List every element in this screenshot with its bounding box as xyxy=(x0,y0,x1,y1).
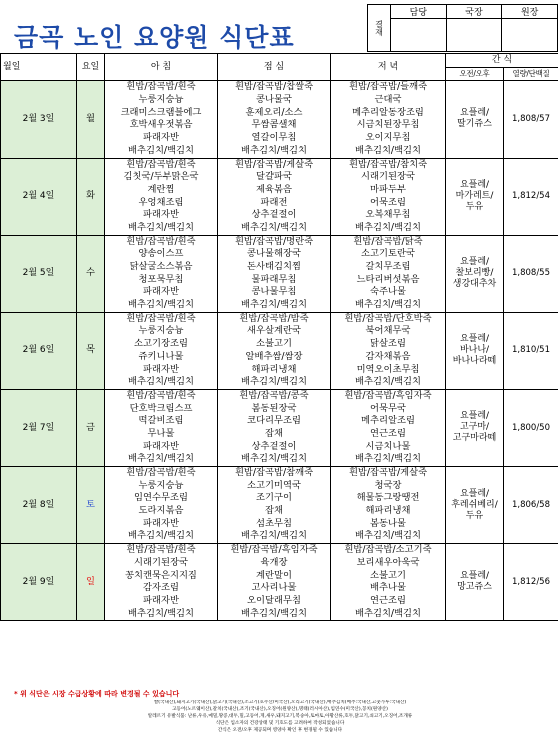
lunch-item: 봄동된장국 xyxy=(251,402,297,414)
breakfast-item: 꽁치캔묵은지지짐 xyxy=(125,569,197,581)
footer-line: 간식은 오전/오후 제공되며 영양사 확인 후 변경될 수 있습니다 xyxy=(217,727,343,733)
approval-director-signature[interactable] xyxy=(446,19,502,52)
footer-line: 식단은 입소자의 건강상태 및 기호도를 고려하여 작성되었습니다 xyxy=(215,720,345,726)
day-row xyxy=(1,467,558,544)
footer-line: 쌀(국내산),돼지고기(국내산),닭고기(국내산),소고기(호주산/미국산),오리고기(국내산),배추김치(배추:국내산,고춧가루:국내산) xyxy=(153,700,407,705)
breakfast-item: 쥬키니나물 xyxy=(138,350,184,362)
lunch-item: 열갈이무침 xyxy=(251,132,297,144)
lunch-item: 육개장 xyxy=(260,556,288,568)
breakfast-cell xyxy=(105,467,218,544)
kcal-header: 열량/단백질 xyxy=(504,67,558,81)
lunch-item: 소불고기 xyxy=(256,338,292,350)
origin-footer xyxy=(2,700,558,735)
approval-box xyxy=(367,4,558,52)
date-cell: 2월 5일 xyxy=(1,235,77,312)
dinner-item: 흰밥/잡곡밥/참치죽 xyxy=(348,158,428,170)
lunch-item: 훈제오리/소스 xyxy=(245,106,303,118)
dinner-cell xyxy=(331,544,446,621)
breakfast-item: 파래자반 xyxy=(143,132,179,144)
lunch-item: 파래전 xyxy=(260,196,288,208)
lunch-cell xyxy=(218,544,331,621)
dinner-item: 오이지무침 xyxy=(365,132,411,144)
day-row xyxy=(1,544,558,621)
lunch-item: 흰밥/잡곡밥/명란죽 xyxy=(234,235,314,247)
lunch-item: 잡채 xyxy=(265,427,283,439)
lunch-item: 흰밥/잡곡밥/참깨죽 xyxy=(234,467,314,479)
dinner-item: 흰밥/잡곡밥/흑임자죽 xyxy=(344,389,432,401)
breakfast-item: 소고기장조림 xyxy=(134,338,188,350)
breakfast-item: 배추김치/백김치 xyxy=(128,530,194,542)
breakfast-cell xyxy=(105,389,218,466)
breakfast-item: 배추김치/백김치 xyxy=(128,607,194,619)
date-cell: 2월 3일 xyxy=(1,81,77,158)
breakfast-item: 누룽지숭늉 xyxy=(138,479,184,491)
snack-cell: 요플레/ 찰보리빵/ 생강대추차 xyxy=(446,235,504,312)
dinner-item: 소불고기 xyxy=(370,569,406,581)
dinner-item: 숙주나물 xyxy=(370,286,406,298)
lunch-item: 배추김치/백김치 xyxy=(241,530,307,542)
dinner-cell xyxy=(331,81,446,158)
snack-cell: 요플레/ 후레쉬베리/ 두유 xyxy=(446,467,504,544)
lunch-item: 배추김치/백김치 xyxy=(241,607,307,619)
day-cell: 일 xyxy=(77,544,105,621)
lunch-item: 고사리나물 xyxy=(251,582,297,594)
snack-cell: 요플레/ 딸기쥬스 xyxy=(446,81,504,158)
dinner-cell xyxy=(331,158,446,235)
dinner-item: 흰밥/잡곡밥/소고기죽 xyxy=(344,544,432,556)
kcal-cell: 1,808/57 xyxy=(504,81,558,158)
lunch-item: 소고기미역국 xyxy=(247,479,301,491)
lunch-item: 흰밥/잡곡밥/밤죽 xyxy=(239,312,309,324)
dinner-cell xyxy=(331,389,446,466)
lunch-item: 배추김치/백김치 xyxy=(241,221,307,233)
breakfast-item: 임연수무조림 xyxy=(134,492,188,504)
dinner-item: 배추김치/백김치 xyxy=(355,453,421,465)
lunch-header: 점 심 xyxy=(218,54,331,81)
dinner-item: 청국장 xyxy=(374,479,402,491)
day-row xyxy=(1,158,558,235)
dinner-item: 배추김치/백김치 xyxy=(355,376,421,388)
dinner-item: 오복채무침 xyxy=(365,209,411,221)
dinner-item: 봄동나물 xyxy=(370,517,406,529)
menu-table xyxy=(0,53,558,621)
dinner-item: 근대국 xyxy=(374,94,402,106)
breakfast-item: 흰밥/잡곡밥/흰죽 xyxy=(126,158,196,170)
dinner-item: 시금치나물 xyxy=(365,440,411,452)
breakfast-item: 배추김치/백김치 xyxy=(128,453,194,465)
lunch-cell xyxy=(218,81,331,158)
kcal-cell: 1,800/50 xyxy=(504,389,558,466)
dinner-item: 어묵무국 xyxy=(370,402,406,414)
kcal-cell: 1,812/54 xyxy=(504,158,558,235)
approval-head-signature[interactable] xyxy=(502,19,558,52)
dinner-item: 소고기토란국 xyxy=(361,248,415,260)
date-cell: 2월 4일 xyxy=(1,158,77,235)
lunch-cell xyxy=(218,389,331,466)
dinner-item: 닭살조림 xyxy=(370,338,406,350)
dinner-item: 해파리냉채 xyxy=(365,505,411,517)
dinner-cell xyxy=(331,235,446,312)
day-cell: 토 xyxy=(77,467,105,544)
menu-body xyxy=(1,81,558,621)
lunch-item: 배추김치/백김치 xyxy=(241,299,307,311)
lunch-item: 흰밥/잡곡밥/찹쌀죽 xyxy=(234,81,314,93)
lunch-item: 달걀파국 xyxy=(256,171,292,183)
dinner-item: 배추김치/백김치 xyxy=(355,299,421,311)
day-cell: 화 xyxy=(77,158,105,235)
breakfast-item: 누룽지숭늉 xyxy=(138,325,184,337)
breakfast-cell xyxy=(105,312,218,389)
lunch-item: 배추김치/백김치 xyxy=(241,376,307,388)
breakfast-item: 김칫국/두부맑은국 xyxy=(123,171,199,183)
approval-staff-signature[interactable] xyxy=(391,19,447,52)
day-header: 요일 xyxy=(77,54,105,81)
lunch-item: 잡채 xyxy=(265,505,283,517)
breakfast-item: 시래기된장국 xyxy=(134,556,188,568)
breakfast-cell xyxy=(105,544,218,621)
approval-label: 결재 xyxy=(368,5,391,52)
date-cell: 2월 9일 xyxy=(1,544,77,621)
snack-cell: 요플레/ 고구마/ 고구마라떼 xyxy=(446,389,504,466)
dinner-item: 느타리버섯볶음 xyxy=(356,273,420,285)
breakfast-item: 흰밥/잡곡밥/흰죽 xyxy=(126,235,196,247)
day-row xyxy=(1,312,558,389)
dinner-item: 해물동그랑땡전 xyxy=(356,492,420,504)
lunch-cell xyxy=(218,467,331,544)
dinner-item: 미역오이초무침 xyxy=(356,363,420,375)
dinner-cell xyxy=(331,467,446,544)
date-header: 월일 xyxy=(1,54,77,81)
lunch-item: 코다리무조림 xyxy=(247,415,301,427)
breakfast-item: 도라지볶음 xyxy=(138,505,184,517)
breakfast-item: 흰밥/잡곡밥/흰죽 xyxy=(126,312,196,324)
breakfast-cell xyxy=(105,158,218,235)
lunch-item: 흰밥/잡곡밥/흑임자죽 xyxy=(230,544,318,556)
breakfast-item: 파래자반 xyxy=(143,594,179,606)
breakfast-item: 양송이스프 xyxy=(138,248,184,260)
lunch-item: 계란말이 xyxy=(256,569,292,581)
breakfast-cell xyxy=(105,235,218,312)
lunch-item: 흰밥/잡곡밥/콩죽 xyxy=(239,389,309,401)
approval-head-header: 원장 xyxy=(502,5,558,19)
dinner-item: 시금치된장무침 xyxy=(356,119,420,131)
breakfast-item: 흰밥/잡곡밥/흰죽 xyxy=(126,544,196,556)
breakfast-item: 단호박크림스프 xyxy=(129,402,193,414)
lunch-item: 배추김치/백김치 xyxy=(241,453,307,465)
day-cell: 수 xyxy=(77,235,105,312)
dinner-item: 메추리알조림 xyxy=(361,415,415,427)
dinner-item: 배추김치/백김치 xyxy=(355,530,421,542)
date-cell: 2월 8일 xyxy=(1,467,77,544)
lunch-item: 오이달래무침 xyxy=(247,594,301,606)
lunch-item: 돈사태김치찜 xyxy=(247,261,301,273)
snack-cell: 요플레/ 바나나/ 바나나라떼 xyxy=(446,312,504,389)
dinner-item: 갈치무조림 xyxy=(365,261,411,273)
breakfast-item: 무나물 xyxy=(147,427,175,439)
dinner-item: 보리새우아욱국 xyxy=(356,556,420,568)
dinner-item: 어묵조림 xyxy=(370,196,406,208)
day-cell: 월 xyxy=(77,81,105,158)
breakfast-item: 닭살굴소스볶음 xyxy=(129,261,193,273)
lunch-item: 콩나물해장국 xyxy=(247,248,301,260)
snack-header: 오전/오후 xyxy=(446,67,504,81)
breakfast-item: 떡갈비조림 xyxy=(138,415,184,427)
lunch-item: 제육볶음 xyxy=(256,183,292,195)
lunch-cell xyxy=(218,158,331,235)
breakfast-item: 호박새우젓볶음 xyxy=(129,119,193,131)
snack-group-header: 간 식 xyxy=(446,54,558,68)
dinner-header: 저 녁 xyxy=(331,54,446,81)
lunch-cell xyxy=(218,312,331,389)
breakfast-item: 흰밥/잡곡밥/흰죽 xyxy=(126,389,196,401)
lunch-item: 해파리냉채 xyxy=(251,363,297,375)
breakfast-item: 파래자반 xyxy=(143,440,179,452)
dinner-item: 연근조림 xyxy=(370,427,406,439)
dinner-item: 흰밥/잡곡밥/단호박죽 xyxy=(344,312,432,324)
breakfast-item: 파래자반 xyxy=(143,363,179,375)
dinner-item: 메추리알동장조림 xyxy=(352,106,424,118)
dinner-cell xyxy=(331,312,446,389)
breakfast-item: 크래미스크램블에그 xyxy=(120,106,202,118)
kcal-cell: 1,808/55 xyxy=(504,235,558,312)
breakfast-item: 청포묵무침 xyxy=(138,273,184,285)
breakfast-item: 우엉채조림 xyxy=(138,196,184,208)
breakfast-item: 배추김치/백김치 xyxy=(128,221,194,233)
lunch-item: 흰밥/잡곡밥/게살죽 xyxy=(234,158,314,170)
day-cell: 금 xyxy=(77,389,105,466)
dinner-item: 흰밥/잡곡밥/게살죽 xyxy=(348,467,428,479)
breakfast-item: 파래자반 xyxy=(143,286,179,298)
footer-line: 고등어(노르웨이산),갈치(국내산),조기(국내산),오징어(원양산),명태(러시아산),임연수(미국산),꽁치(원양산) xyxy=(172,706,388,712)
day-row xyxy=(1,235,558,312)
breakfast-item: 파래자반 xyxy=(143,517,179,529)
dinner-item: 시래기된장국 xyxy=(361,171,415,183)
date-cell: 2월 7일 xyxy=(1,389,77,466)
lunch-item: 새우살계란국 xyxy=(247,325,301,337)
kcal-cell: 1,806/58 xyxy=(504,467,558,544)
dinner-item: 흰밥/잡곡밥/들깨죽 xyxy=(348,81,428,93)
breakfast-item: 흰밥/잡곡밥/흰죽 xyxy=(126,467,196,479)
lunch-item: 섬초무침 xyxy=(256,517,292,529)
dinner-item: 연근조림 xyxy=(370,594,406,606)
dinner-item: 배추김치/백김치 xyxy=(355,221,421,233)
lunch-item: 무쌈콤샐채 xyxy=(251,119,297,131)
approval-staff-header: 담당 xyxy=(391,5,447,19)
dinner-item: 배추김치/백김치 xyxy=(355,607,421,619)
snack-cell: 요플레/ 망고쥬스 xyxy=(446,544,504,621)
approval-director-header: 국장 xyxy=(446,5,502,19)
lunch-cell xyxy=(218,235,331,312)
breakfast-item: 배추김치/백김치 xyxy=(128,299,194,311)
breakfast-item: 흰밥/잡곡밥/흰죽 xyxy=(126,81,196,93)
day-cell: 목 xyxy=(77,312,105,389)
page-title: 금곡 노인 요양원 식단표 xyxy=(14,23,295,52)
breakfast-item: 파래자반 xyxy=(143,209,179,221)
breakfast-item: 계란찜 xyxy=(147,183,175,195)
lunch-item: 상추겉절이 xyxy=(251,209,297,221)
breakfast-item: 감자조림 xyxy=(143,582,179,594)
breakfast-item: 배추김치/백김치 xyxy=(128,376,194,388)
dinner-item: 마파두부 xyxy=(370,183,406,195)
day-row xyxy=(1,389,558,466)
lunch-item: 알배추쌈/쌈장 xyxy=(245,350,303,362)
dinner-item: 배추김치/백김치 xyxy=(355,144,421,156)
notice-text: * 위 식단은 시장 수급상황에 따라 변경될 수 있습니다 xyxy=(14,690,180,698)
kcal-cell: 1,812/56 xyxy=(504,544,558,621)
lunch-item: 콩나물무침 xyxy=(251,286,297,298)
kcal-cell: 1,810/51 xyxy=(504,312,558,389)
dinner-item: 흰밥/잡곡밥/닭죽 xyxy=(353,235,423,247)
lunch-item: 상추겉절이 xyxy=(251,440,297,452)
snack-cell: 요플레/ 마가레트/ 두유 xyxy=(446,158,504,235)
dinner-item: 배추나물 xyxy=(370,582,406,594)
breakfast-header: 아 침 xyxy=(105,54,218,81)
breakfast-item: 누룽지숭늉 xyxy=(138,94,184,106)
date-cell: 2월 6일 xyxy=(1,312,77,389)
lunch-item: 배추김치/백김치 xyxy=(241,144,307,156)
day-row xyxy=(1,81,558,158)
dinner-item: 북어채무국 xyxy=(365,325,411,337)
lunch-item: 조기구이 xyxy=(256,492,292,504)
breakfast-cell xyxy=(105,81,218,158)
lunch-item: 콩나물국 xyxy=(256,94,292,106)
dinner-item: 감자채볶음 xyxy=(365,350,411,362)
footer-line: 알레르기 유발식품: 난류,우유,메밀,땅콩,대두,밀,고등어,게,새우,돼지고기,복숭아,토마토,아황산류,호두,닭고기,쇠고기,오징어,조개류 xyxy=(147,713,413,719)
breakfast-item: 배추김치/백김치 xyxy=(128,144,194,156)
lunch-item: 물파래무침 xyxy=(251,273,297,285)
